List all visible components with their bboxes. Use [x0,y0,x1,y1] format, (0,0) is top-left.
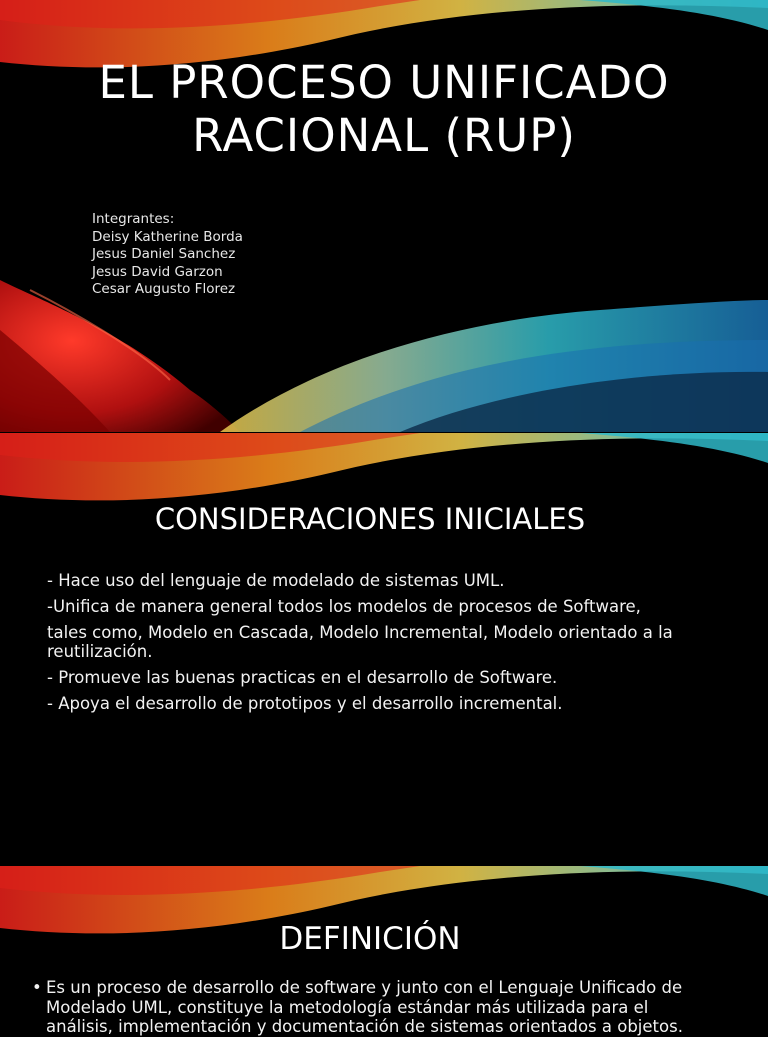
bullet-text: Es un proceso de desarrollo de software y junto con el Lenguaje Unificado de Modelado UML, constituye la metodología estándar más utilizada para el análisis, implementación y documentación de sistemas orientados a objetos. [46,978,683,1036]
paragraph: -Unifica de manera general todos los modelos de procesos de Software, [47,597,641,616]
paragraph: - Apoya el desarrollo de prototipos y el desarrollo incremental. [47,694,563,713]
title-line-2: RACIONAL (RUP) [192,109,576,162]
member-name: Deisy Katherine Borda [92,228,243,245]
paragraph: tales como, Modelo en Cascada, Modelo Incremental, Modelo orientado a la reutilización. [47,623,673,661]
bullet-marker: • [32,978,42,997]
member-name: Jesus Daniel Sanchez [92,246,236,262]
slide-body [32,978,716,1037]
slide-title-heading [0,56,768,162]
slide-heading: DEFINICIÓN [279,921,461,957]
slide-title [0,0,768,432]
members-heading: Integrantes: [92,211,175,227]
slide-consideraciones [0,433,768,864]
slide-definicion [0,866,768,1036]
members-list [92,211,243,299]
paragraph: - Promueve las buenas practicas en el desarrollo de Software. [47,668,558,687]
paragraph: - Hace uso del lenguaje de modelado de sistemas UML. [47,571,505,590]
title-line-1: EL PROCESO UNIFICADO [98,56,670,109]
member-name: Jesus David Garzon [92,263,223,280]
slide-body [47,571,717,720]
slide-heading: CONSIDERACIONES INICIALES [154,502,586,536]
member-name: Cesar Augusto Florez [92,281,236,297]
